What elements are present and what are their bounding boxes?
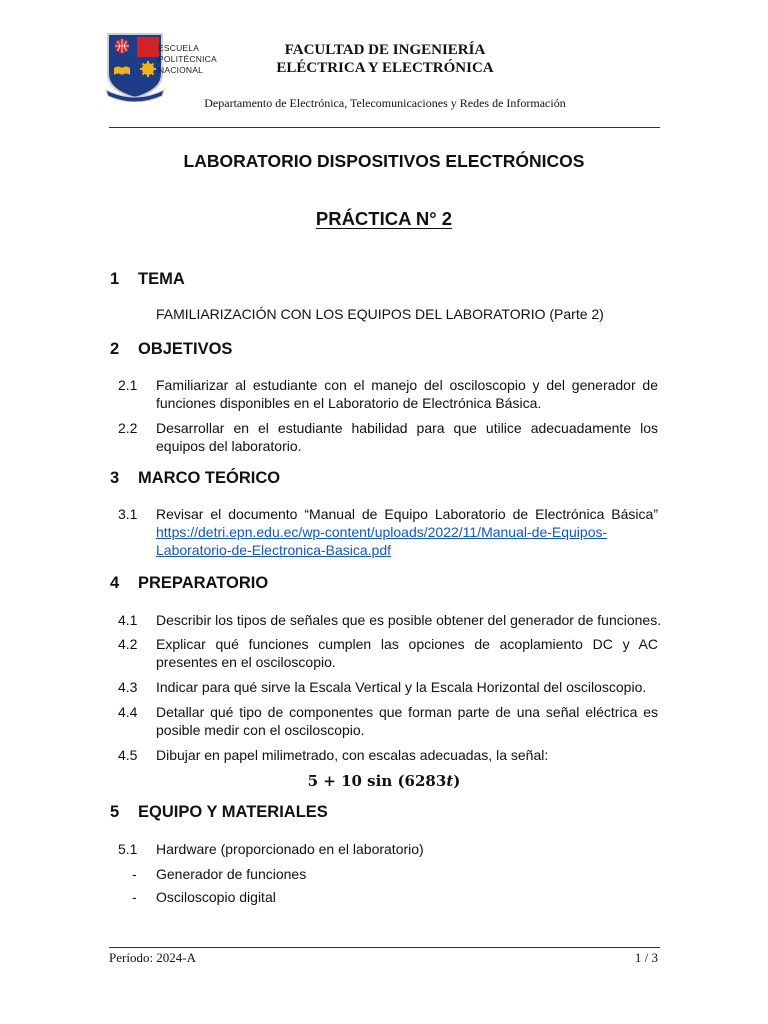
formula-part: 5 + 10 sin (6283 [307, 772, 447, 790]
section-number: 1 [110, 270, 120, 288]
department-name: Departamento de Electrónica, Telecomunicaciones y Redes de Información [204, 96, 566, 110]
header-divider [109, 127, 660, 128]
page-number: 1 / 3 [634, 950, 658, 965]
section-heading-equipo-materiales [110, 803, 328, 822]
item-number: 4.5 [118, 747, 138, 763]
item-text-line: Indicar para qué sirve la Escala Vertical y la Escala Horizontal del osciloscopio. [156, 679, 647, 695]
logo-line-2: POLITÉCNICA [158, 54, 217, 64]
section-heading-tema [110, 270, 185, 289]
bullet-dash: - [132, 889, 137, 905]
formula-variable: t [446, 772, 454, 790]
item-text-line: Familiarizar al estudiante con el manejo del osciloscopio y del generador de [156, 377, 658, 393]
item-number: 2.1 [118, 377, 138, 393]
manual-link-line-2[interactable]: Laboratorio-de-Electronica-Basica.pdf [156, 542, 392, 558]
institution-logo [104, 30, 166, 102]
practice-number: PRÁCTICA N° 2 [315, 208, 453, 229]
item-text-line: Hardware (proporcionado en el laboratorio) [156, 841, 424, 857]
faculty-name-line-2: ELÉCTRICA Y ELECTRÓNICA [276, 60, 494, 76]
section-number: 4 [110, 574, 120, 592]
item-text-line: Osciloscopio digital [156, 889, 276, 905]
item-number: 4.2 [118, 636, 138, 652]
document-title: LABORATORIO DISPOSITIVOS ELECTRÓNICOS [183, 151, 585, 171]
section-heading-marco-teorico [110, 469, 280, 488]
section-title: TEMA [138, 270, 185, 288]
item-text-line: Describir los tipos de señales que es posible obtener del generador de funciones. [156, 612, 662, 628]
item-text-line: Detallar qué tipo de componentes que forman parte de una señal eléctrica es [156, 704, 658, 720]
section-number: 5 [110, 803, 120, 821]
formula-part: ) [453, 772, 461, 790]
logo-line-1: ESCUELA [158, 43, 200, 53]
item-text-line: Explicar qué funciones cumplen las opciones de acoplamiento DC y AC [156, 636, 658, 652]
section-title: PREPARATORIO [138, 574, 269, 592]
item-text-line: presentes en el osciloscopio. [156, 654, 336, 670]
manual-link-line-1[interactable]: https://detri.epn.edu.ec/wp-content/uploads/2022/11/Manual-de-Equipos- [156, 524, 608, 540]
item-number: 4.4 [118, 704, 138, 720]
item-text-line: equipos del laboratorio. [156, 438, 302, 454]
item-number: 5.1 [118, 841, 138, 857]
section-title: OBJETIVOS [138, 340, 233, 358]
item-text-line: Desarrollar en el estudiante habilidad para que utilice adecuadamente los [156, 420, 658, 436]
item-text-line: posible medir con el osciloscopio. [156, 722, 365, 738]
item-text-line: funciones disponibles en el Laboratorio de Electrónica Básica. [156, 395, 542, 411]
item-number: 3.1 [118, 506, 138, 522]
footer-divider [109, 947, 660, 948]
section-heading-preparatorio [110, 574, 268, 593]
signal-formula [200, 772, 568, 790]
section-number: 2 [110, 340, 120, 358]
faculty-name-line-1: FACULTAD DE INGENIERÍA [284, 42, 486, 58]
item-number: 2.2 [118, 420, 138, 436]
item-number: 4.1 [118, 612, 138, 628]
logo-line-3: NACIONAL [158, 65, 204, 75]
item-text-line: Revisar el documento “Manual de Equipo Laboratorio de Electrónica Básica” [156, 506, 658, 522]
section-number: 3 [110, 469, 120, 487]
section-title: EQUIPO Y MATERIALES [138, 803, 328, 821]
footer-period: Período: 2024-A [109, 950, 197, 965]
section-heading-objetivos [110, 340, 232, 359]
topic-text: FAMILIARIZACIÓN CON LOS EQUIPOS DEL LABORATORIO (Parte 2) [156, 306, 604, 322]
item-text-line: Dibujar en papel milimetrado, con escalas adecuadas, la señal: [156, 747, 549, 763]
item-text-line: Generador de funciones [156, 866, 307, 882]
section-title: MARCO TEÓRICO [138, 469, 281, 487]
item-number: 4.3 [118, 679, 138, 695]
bullet-dash: - [132, 866, 137, 882]
